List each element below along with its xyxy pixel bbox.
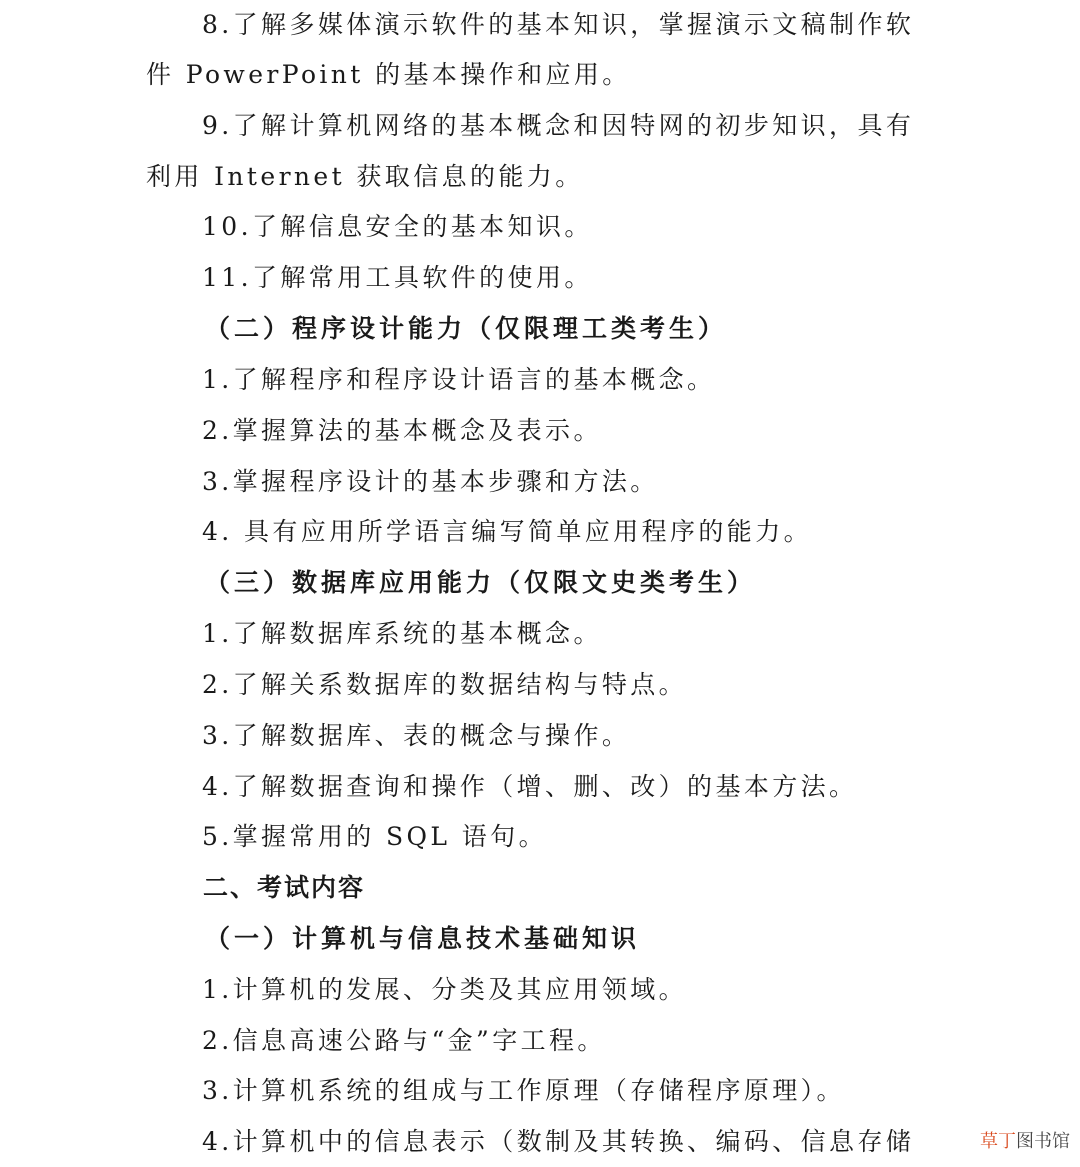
watermark-rest-text: 图书馆 (1016, 1131, 1070, 1152)
text-line-basics-2: 2.信息高速公路与“金”字工程。 (202, 1026, 606, 1055)
text-line-db-5: 5.掌握常用的 SQL 语句。 (202, 822, 547, 851)
text-line-prog-2: 2.掌握算法的基本概念及表示。 (202, 416, 602, 445)
text-line-basics-4: 4.计算机中的信息表示（数制及其转换、编码、信息存储 (202, 1127, 915, 1156)
subheading-programming: （二）程序设计能力（仅限理工类考生） (205, 314, 728, 343)
text-line-db-2: 2.了解关系数据库的数据结构与特点。 (202, 670, 688, 699)
text-line-item-9-continued: 利用 Internet 获取信息的能力。 (146, 162, 584, 191)
watermark-accent-text: 草丁 (980, 1131, 1016, 1152)
text-line-db-1: 1.了解数据库系统的基本概念。 (202, 619, 602, 648)
subheading-computer-basics: （一）计算机与信息技术基础知识 (205, 924, 641, 953)
text-line-item-8: 8.了解多媒体演示软件的基本知识，掌握演示文稿制作软 (202, 10, 915, 39)
text-line-basics-1: 1.计算机的发展、分类及其应用领域。 (202, 975, 688, 1004)
text-line-item-8-continued: 件 PowerPoint 的基本操作和应用。 (146, 60, 631, 89)
text-line-prog-1: 1.了解程序和程序设计语言的基本概念。 (202, 365, 716, 394)
subheading-database: （三）数据库应用能力（仅限文史类考生） (205, 568, 757, 597)
text-line-item-10: 10.了解信息安全的基本知识。 (202, 212, 593, 241)
text-line-prog-3: 3.掌握程序设计的基本步骤和方法。 (202, 467, 659, 496)
text-line-db-3: 3.了解数据库、表的概念与操作。 (202, 721, 631, 750)
text-line-item-11: 11.了解常用工具软件的使用。 (202, 263, 593, 292)
text-line-db-4: 4.了解数据查询和操作（增、删、改）的基本方法。 (202, 772, 858, 801)
text-line-basics-3: 3.计算机系统的组成与工作原理（存储程序原理）。 (202, 1076, 845, 1105)
text-line-prog-4: 4. 具有应用所学语言编写简单应用程序的能力。 (202, 517, 813, 546)
watermark (980, 1131, 1070, 1153)
text-line-item-9: 9.了解计算机网络的基本概念和因特网的初步知识，具有 (202, 111, 915, 140)
section-heading-exam-content: 二、考试内容 (203, 873, 366, 902)
